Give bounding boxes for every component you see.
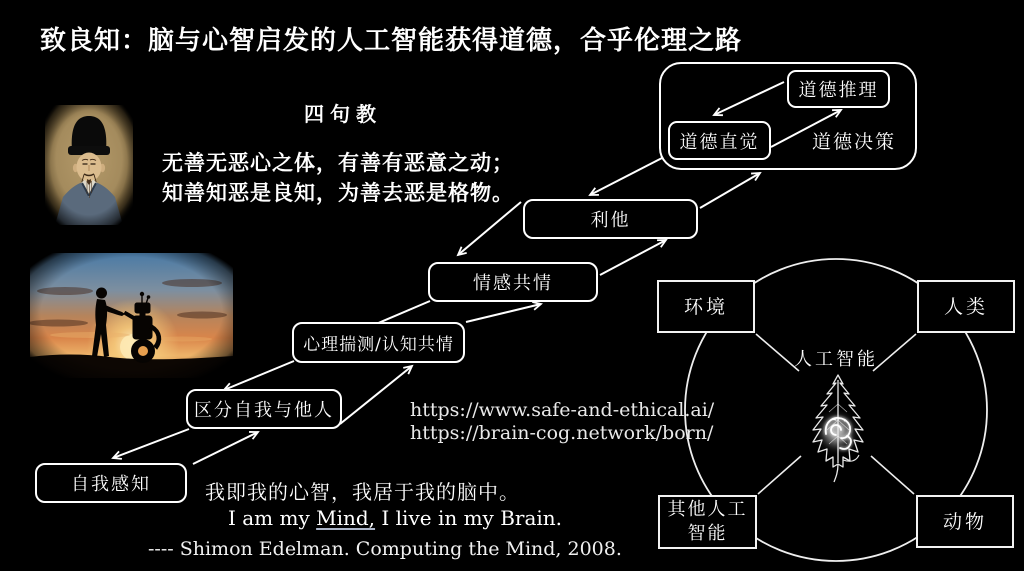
ladder-box-self-perception [35, 463, 187, 503]
ecosystem-node-animal [916, 495, 1014, 548]
arrow-moral-to-altruism [590, 158, 662, 195]
teaching-line-1: 无善无恶心之体，有善有恶意之动； [162, 150, 514, 175]
ladder-box-self-other-distinction [186, 389, 342, 429]
node-label-line2: 智能 [687, 523, 728, 544]
quote-citation: ---- Shimon Edelman. Computing the Mind, 2008. [148, 538, 622, 560]
arrow-differentiate-to-selfperception [113, 429, 189, 458]
ladder-label: 情感共情 [473, 273, 553, 294]
node-label: 环境 [683, 295, 728, 318]
ecosystem-node-environment [657, 280, 755, 333]
four-sentence-teaching-heading: 四句教 [304, 102, 382, 126]
ecosystem-center-label: 人工智能 [794, 349, 878, 370]
human-robot-handshake-photo [30, 253, 233, 378]
moral-reasoning-box [787, 70, 890, 108]
ecosystem-node-other-ai [658, 495, 757, 549]
arrow-affective-to-altruism [600, 240, 666, 275]
quote-mind-word: Mind, [316, 506, 376, 530]
quote-period: . [555, 506, 563, 530]
moral-reasoning-label: 道德推理 [798, 80, 879, 101]
brain-cog-url[interactable]: https://brain-cog.network/born/ [410, 422, 714, 444]
leaf-outline [813, 375, 863, 482]
page-title: 致良知：脑与心智启发的人工智能获得道德，合乎伦理之路 [40, 26, 743, 56]
project-links [410, 399, 714, 445]
arrow-selfperception-to-differentiate [193, 432, 258, 464]
quote-brain-word: Brain [500, 506, 556, 530]
ladder-box-theory-of-mind [292, 322, 465, 363]
node-label: 人类 [943, 295, 988, 318]
arrow-differentiate-to-tom [340, 366, 412, 424]
moral-intuition-label: 道德直觉 [679, 131, 760, 153]
mind-brain-quote-english [228, 506, 562, 530]
safe-and-ethical-url[interactable]: https://www.safe-and-ethical.ai/ [410, 399, 715, 421]
teaching-line-2: 知善知恶是良知，为善去恶是格物。 [162, 180, 514, 205]
mind-brain-quote-chinese: 我即我的心智，我居于我的脑中。 [205, 480, 520, 504]
wang-yangming-portrait [45, 105, 133, 225]
arrow-altruism-to-moral [700, 173, 760, 208]
node-label: 动物 [942, 510, 987, 533]
arrow-tom-to-affective [466, 304, 541, 322]
quote-middle: I live in my [375, 506, 501, 530]
arrow-tom-to-differentiate [224, 361, 294, 390]
quote-prefix: I am my [228, 506, 317, 530]
node-label: 其他人工 [667, 499, 748, 520]
ladder-label: 自我感知 [71, 474, 151, 495]
ecosystem-node-human [917, 280, 1015, 333]
moral-decision-label: 道德决策 [812, 131, 897, 153]
four-sentence-teaching-text [162, 148, 514, 208]
spoke-animal [871, 456, 914, 494]
ladder-label: 心理揣测/认知共情 [303, 335, 454, 355]
ladder-box-affective-empathy [428, 262, 598, 302]
ladder-label: 利他 [590, 210, 631, 231]
spoke-other-ai [758, 456, 801, 494]
arrow-altruism-to-affective [458, 202, 521, 255]
moral-intuition-box [668, 121, 771, 160]
ladder-box-altruism [523, 199, 698, 239]
brain-cog-leaf-logo [803, 370, 873, 484]
ladder-label: 区分自我与他人 [194, 400, 334, 421]
